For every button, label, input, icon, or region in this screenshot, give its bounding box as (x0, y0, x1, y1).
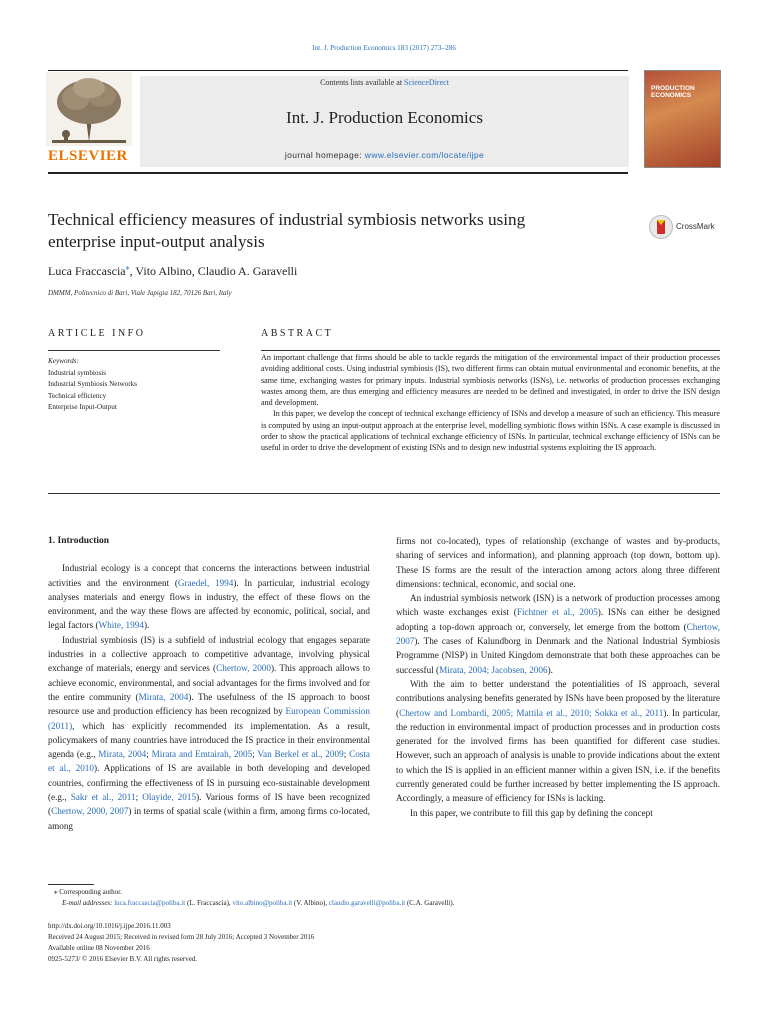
reference-link[interactable]: White, 1994 (98, 620, 144, 631)
journal-citation[interactable]: Int. J. Production Economics 183 (2017) 273–286 (312, 44, 456, 52)
email-link[interactable]: luca.fraccascia@poliba.it (114, 899, 186, 907)
abstract-paragraph: An important challenge that firms should be able to tackle regards the mitigation of the environmental impact of their production processes avoiding additional costs. Using industrial symbiosis (IS), two different firms can obtain mutual environmental and economic benefits, at the same time, exchanging wastes for primary inputs. Industrial symbiosis networks (ISNs), i.e. networks of production processes exchanging wastes among them, are thus emerging and efficiency measures are needed to be defined and investigated, in order to drive the ISN design and development. (261, 353, 720, 408)
keyword-item: Industrial symbiosis (48, 368, 107, 377)
email-link[interactable]: vito.albino@poliba.it (232, 899, 293, 907)
copyright-notice: 0925-5273/ © 2016 Elsevier B.V. All rights reserved. (48, 955, 198, 963)
article-info-rule (48, 350, 220, 351)
contents-availability (140, 78, 629, 87)
journal-cover-image[interactable] (644, 70, 721, 168)
reference-link[interactable]: Chertow and Lombardi, 2005; Mattila et al., 2010; Sokka et al., 2011 (399, 707, 664, 718)
reference-link[interactable]: Mirata, 2004 (98, 749, 147, 760)
keyword-item: Technical efficiency (48, 391, 107, 400)
affiliation: DMMM, Politecnico di Bari, Viale Japigia 182, 70126 Bari, Italy (48, 289, 232, 297)
keywords-block (48, 356, 137, 414)
crossmark-icon (649, 215, 673, 239)
elsevier-wordmark: ELSEVIER (48, 148, 128, 164)
other-authors: , Vito Albino, Claudio A. Garavelli (129, 264, 298, 278)
abstract-bottom-rule (48, 493, 720, 494)
body-paragraph: Industrial symbiosis (IS) is a subfield of industrial ecology that engages separate industries in a collective approach to competitive advantage, involving physical exchange of materials, energy and services (Chertow, 2000). This approach allows to achieve economic, environmental, and social advantages for the firms involved and for the entire community (Mirata, 2004). The usefulness of the IS approach to boost resource use and production efficiency has been recognized by European Commission (2011), which has explicitly recommended its implementation. As a result, policymakers of many countries have introduced the IS practice in their environmental agenda (e.g., Mirata, 2004; Mirata and Emtairah, 2005; Van Berkel et al., 2009; Costa et al., 2010). Applications of IS are available in both developing and developed countries, confirming the effectiveness of IS in pursuing eco-sustainable development (e.g., Sakr et al., 2011; Olayide, 2015). Various forms of IS have been recognized (Chertow, 2000, 2007) in terms of spatial scale (within a firm, among firms co-located, among (48, 634, 371, 831)
homepage-label: journal homepage: (284, 150, 365, 160)
body-paragraph: An industrial symbiosis network (ISN) is a network of production processes among which waste exchanges exist (Fichtner et al., 2005). ISNs can either be designed adopting a top-down approach or, conversely, let emerge from the bottom (Chertow, 2007). The cases of Kalundborg in Denmark and the National Industrial Symbiosis Programme (NISP) in United Kingdom demonstrate that both these approaches can be successful (Mirata, 2004; Jacobsen, 2006). (396, 593, 720, 675)
online-date: Available online 08 November 2016 (48, 944, 150, 952)
contents-prefix: Contents lists available at (320, 78, 405, 87)
crossmark-badge[interactable] (649, 215, 719, 241)
article-info-heading: ARTICLE INFO (48, 328, 146, 339)
body-paragraph: With the aim to better understand the potentialities of IS approach, several contributions analysing benefits generated by ISNs have been proposed by the literature (Chertow and Lombardi, 2005; Mattila et al., 2010; Sokka et al., 2011). In particular, the reduction in environmental impact of production processes and in production costs generated for the involved firms has been quantified for different case studies. However, such an approach of analysis is unable to provide indications about the extent to which the IS is applied in an efficient manner within a given ISN, i.e. if the benefits currently generated could be further increased by better implementing the IS approach. Accordingly, a measure of efficiency for ISNs is lacking. (396, 678, 720, 804)
body-paragraph: In this paper, we contribute to fill this gap by defining the concept (410, 807, 653, 818)
body-paragraph: firms not co-located), types of relationship (exchange of wastes and by-products, sharing of services and information), and planning approach (top down, bottom up). These IS forms are the result of the interaction among actors along three different dimensions: technical, economic, and social one. (396, 536, 720, 589)
header-bottom-rule (48, 172, 628, 174)
body-right-column (396, 534, 720, 820)
journal-homepage (140, 150, 629, 160)
header-top-rule (48, 70, 628, 71)
footnote-rule (48, 884, 94, 885)
sciencedirect-link[interactable]: ScienceDirect (404, 78, 449, 87)
reference-link[interactable]: Chertow, 2007 (396, 621, 720, 647)
reference-link[interactable]: Mirata, 2004 (138, 691, 189, 702)
section-heading: 1. Introduction (48, 536, 110, 546)
email-link[interactable]: claudio.garavelli@poliba.it (328, 899, 406, 907)
abstract-heading: ABSTRACT (261, 328, 334, 339)
abstract-paragraph: In this paper, we develop the concept of technical exchange efficiency of ISNs and develop a measure of such an efficiency. This measure is computed by using an input-output approach at the enterprise level, modelling symbiotic flows within ISNs. A case example is discussed in order to show the practical applications of technical exchange efficiency of ISNs. In particular, technical exchange efficiency of ISNs can be useful in order to drive the development of existing ISNs and to design new industrial systems exploiting the IS approach. (261, 409, 720, 453)
body-left-column (48, 534, 370, 833)
reference-link[interactable]: European Commission (2011) (48, 706, 370, 731)
abstract-text (261, 352, 720, 454)
reference-link[interactable]: Costa et al., 2010 (48, 749, 370, 774)
keywords-label: Keywords: (48, 357, 79, 365)
reference-link[interactable]: Graedel, 1994 (177, 577, 234, 588)
crossmark-label: CrossMark (676, 222, 715, 231)
reference-link[interactable]: Fichtner et al., 2005 (516, 607, 598, 618)
corresponding-author-mark[interactable]: ⁎ (125, 263, 130, 272)
paper-title: Technical efficiency measures of industrial symbiosis networks using enterprise input-output analysis (48, 210, 526, 251)
reference-link[interactable]: Sakr et al., 2011 (70, 792, 136, 803)
received-dates: Received 24 August 2015; Received in revised form 28 July 2016; Accepted 3 November 2016 (48, 933, 315, 941)
homepage-link[interactable]: www.elsevier.com/locate/ijpe (364, 150, 485, 160)
reference-link[interactable]: Mirata, 2004; Jacobsen, 2006 (439, 664, 548, 675)
journal-title: Int. J. Production Economics (286, 108, 483, 127)
reference-link[interactable]: Olayide, 2015 (142, 792, 197, 803)
reference-link[interactable]: Chertow, 2000, 2007 (51, 806, 129, 817)
email-addresses: E-mail addresses: luca.fraccascia@poliba.it (L. Fraccascia), vito.albino@poliba.it (V. Albino), claudio.garavelli@poliba.it (C.A. Garavelli). (62, 899, 455, 907)
reference-link[interactable]: Chertow, 2000 (216, 663, 271, 674)
reference-link[interactable]: Mirata and Emtairah, 2005 (151, 749, 253, 760)
doi-link[interactable]: http://dx.doi.org/10.1016/j.ijpe.2016.11.003 (48, 922, 171, 930)
author-name[interactable]: Luca Fraccascia (48, 264, 126, 278)
abstract-rule (261, 350, 720, 351)
reference-link[interactable]: Van Berkel et al., 2009 (257, 749, 344, 760)
corresponding-author-note: ⁎ Corresponding author. (54, 888, 122, 896)
keyword-item: Industrial Symbiosis Networks (48, 380, 138, 388)
cover-title: PRODUCTION ECONOMICS (651, 85, 695, 99)
keyword-item: Enterprise Input-Output (48, 403, 117, 411)
body-paragraph: Industrial ecology is a concept that concerns the interactions between industrial activities and the environment (Graedel, 1994). In particular, industrial ecology analyses materials and energy flows in industry, the effect of these flows on the environment, and the way these flows are affected by economic, political, social, and legal factors (White, 1994). (48, 563, 370, 631)
author-list (48, 263, 297, 279)
